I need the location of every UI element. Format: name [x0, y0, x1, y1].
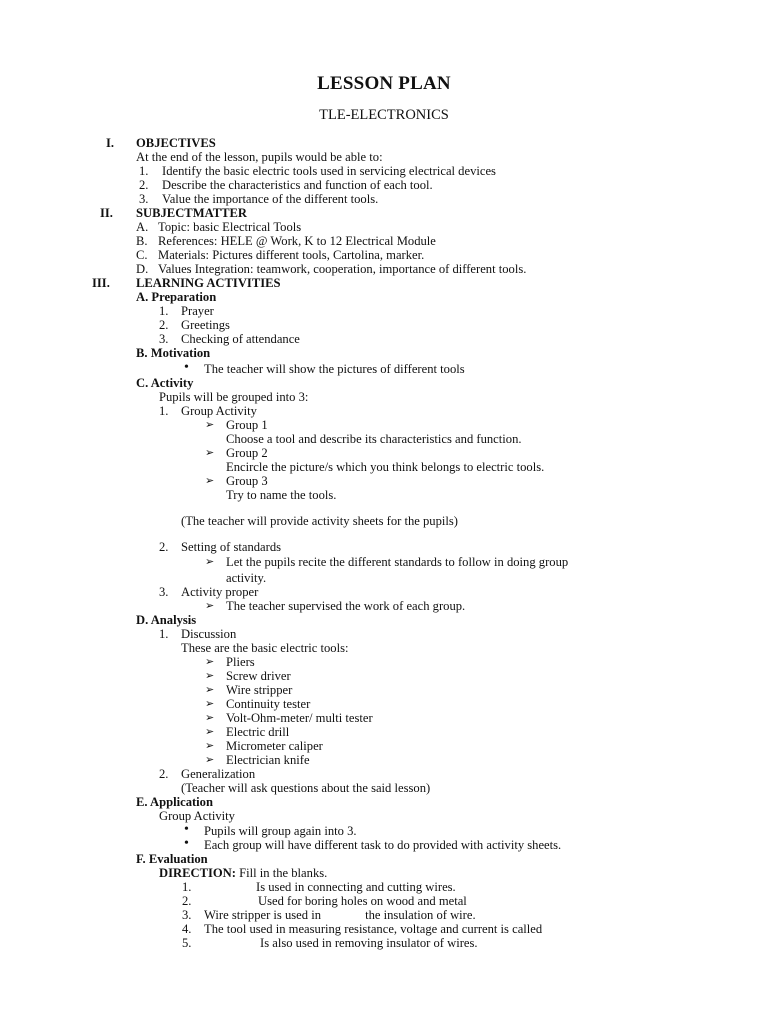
analysis-text: Discussion: [181, 627, 237, 641]
objectives-heading: OBJECTIVES: [136, 136, 216, 150]
evaluation-number: 4.: [182, 922, 192, 936]
analysis-number: 1.: [159, 627, 169, 641]
activity-number: 2.: [159, 540, 169, 554]
section-numeral-i: I.: [106, 136, 115, 150]
subject-text: Materials: Pictures different tools, Cartolina, marker.: [158, 248, 425, 262]
tool-item: Pliers: [226, 655, 255, 669]
arrow-bullet-icon: ➢: [205, 740, 215, 752]
analysis-heading: D. Analysis: [136, 613, 197, 627]
objective-text: Identify the basic electric tools used in servicing electrical devices: [162, 164, 496, 178]
evaluation-item: Is also used in removing insulator of wires.: [260, 936, 478, 950]
preparation-number: 3.: [159, 332, 169, 346]
arrow-bullet-icon: ➢: [205, 600, 215, 612]
objective-text: Value the importance of the different tools.: [162, 192, 379, 206]
direction-label: DIRECTION:: [159, 866, 236, 880]
motivation-text: The teacher will show the pictures of different tools: [204, 362, 465, 376]
tool-item: Electric drill: [226, 725, 290, 739]
evaluation-item: Wire stripper is used in the insulation of wire.: [204, 908, 476, 922]
evaluation-item: The tool used in measuring resistance, voltage and current is called: [204, 922, 543, 936]
arrow-bullet-icon: ➢: [205, 475, 215, 487]
arrow-bullet-icon: ➢: [205, 670, 215, 682]
application-heading: E. Application: [136, 795, 213, 809]
direction-text: Fill in the blanks.: [235, 866, 328, 880]
evaluation-number: 2.: [182, 894, 192, 908]
standards-text-continued: activity.: [226, 571, 267, 585]
generalization-note: (Teacher will ask questions about the said lesson): [181, 781, 431, 795]
activity-text: Group Activity: [181, 404, 257, 418]
arrow-bullet-icon: ➢: [205, 726, 215, 738]
subject-text: Values Integration: teamwork, cooperation, importance of different tools.: [158, 262, 527, 276]
arrow-bullet-icon: ➢: [205, 754, 215, 766]
evaluation-number: 5.: [182, 936, 192, 950]
evaluation-number: 3.: [182, 908, 192, 922]
activity-text: Setting of standards: [181, 540, 282, 554]
analysis-intro: These are the basic electric tools:: [181, 641, 349, 655]
arrow-bullet-icon: ➢: [205, 447, 215, 459]
bullet-icon: •: [184, 836, 189, 851]
group-task: Encircle the picture/s which you think belongs to electric tools.: [226, 460, 545, 474]
preparation-text: Prayer: [181, 304, 214, 318]
tool-item: Wire stripper: [226, 683, 293, 697]
tool-item: Screw driver: [226, 669, 291, 683]
activity-number: 1.: [159, 404, 169, 418]
bullet-icon: •: [184, 822, 189, 837]
tool-item: Micrometer caliper: [226, 739, 323, 753]
evaluation-number: 1.: [182, 880, 192, 894]
subject-text: Topic: basic Electrical Tools: [158, 220, 302, 234]
activities-heading: LEARNING ACTIVITIES: [136, 276, 281, 290]
activity-note: (The teacher will provide activity sheets for the pupils): [181, 514, 458, 528]
arrow-bullet-icon: ➢: [205, 698, 215, 710]
tool-item: Volt-Ohm-meter/ multi tester: [226, 711, 373, 725]
objective-text: Describe the characteristics and function of each tool.: [162, 178, 433, 192]
section-numeral-iii: III.: [92, 276, 110, 290]
preparation-heading: A. Preparation: [136, 290, 217, 304]
group-task: Try to name the tools.: [226, 488, 337, 502]
preparation-text: Greetings: [181, 318, 230, 332]
arrow-bullet-icon: ➢: [205, 684, 215, 696]
activity-number: 3.: [159, 585, 169, 599]
subject-letter: B.: [136, 234, 148, 248]
preparation-number: 2.: [159, 318, 169, 332]
evaluation-direction: [159, 866, 327, 880]
objective-number: 3.: [139, 192, 149, 206]
activity-text: Activity proper: [181, 585, 259, 599]
activity-intro: Pupils will be grouped into 3:: [159, 390, 309, 404]
analysis-number: 2.: [159, 767, 169, 781]
arrow-bullet-icon: ➢: [205, 712, 215, 724]
objectives-intro: At the end of the lesson, pupils would be able to:: [136, 150, 383, 164]
tool-item: Electrician knife: [226, 753, 310, 767]
application-bullet: Each group will have different task to do provided with activity sheets.: [204, 838, 562, 852]
subject-letter: C.: [136, 248, 148, 262]
motivation-heading: B. Motivation: [136, 346, 211, 360]
evaluation-item: Used for boring holes on wood and metal: [258, 894, 467, 908]
evaluation-item: Is used in connecting and cutting wires.: [256, 880, 456, 894]
subject-heading: SUBJECTMATTER: [136, 206, 248, 220]
evaluation-heading: F. Evaluation: [136, 852, 208, 866]
proper-text: The teacher supervised the work of each group.: [226, 599, 466, 613]
objective-number: 2.: [139, 178, 149, 192]
subject-text: References: HELE @ Work, K to 12 Electrical Module: [158, 234, 436, 248]
group-task: Choose a tool and describe its characteristics and function.: [226, 432, 522, 446]
objective-number: 1.: [139, 164, 149, 178]
arrow-bullet-icon: ➢: [205, 556, 215, 568]
page-title: LESSON PLAN: [317, 73, 451, 94]
preparation-text: Checking of attendance: [181, 332, 300, 346]
preparation-number: 1.: [159, 304, 169, 318]
analysis-text: Generalization: [181, 767, 256, 781]
section-numeral-ii: II.: [100, 206, 113, 220]
standards-text: Let the pupils recite the different standards to follow in doing group: [226, 555, 569, 569]
arrow-bullet-icon: ➢: [205, 419, 215, 431]
page-subtitle: TLE-ELECTRONICS: [319, 107, 449, 123]
bullet-icon: •: [184, 360, 189, 375]
group-name: Group 1: [226, 418, 268, 432]
application-bullet: Pupils will group again into 3.: [204, 824, 357, 838]
group-name: Group 3: [226, 474, 268, 488]
activity-heading: C. Activity: [136, 376, 194, 390]
subject-letter: D.: [136, 262, 149, 276]
arrow-bullet-icon: ➢: [205, 656, 215, 668]
group-name: Group 2: [226, 446, 268, 460]
tool-item: Continuity tester: [226, 697, 311, 711]
subject-letter: A.: [136, 220, 149, 234]
application-intro: Group Activity: [159, 809, 235, 823]
